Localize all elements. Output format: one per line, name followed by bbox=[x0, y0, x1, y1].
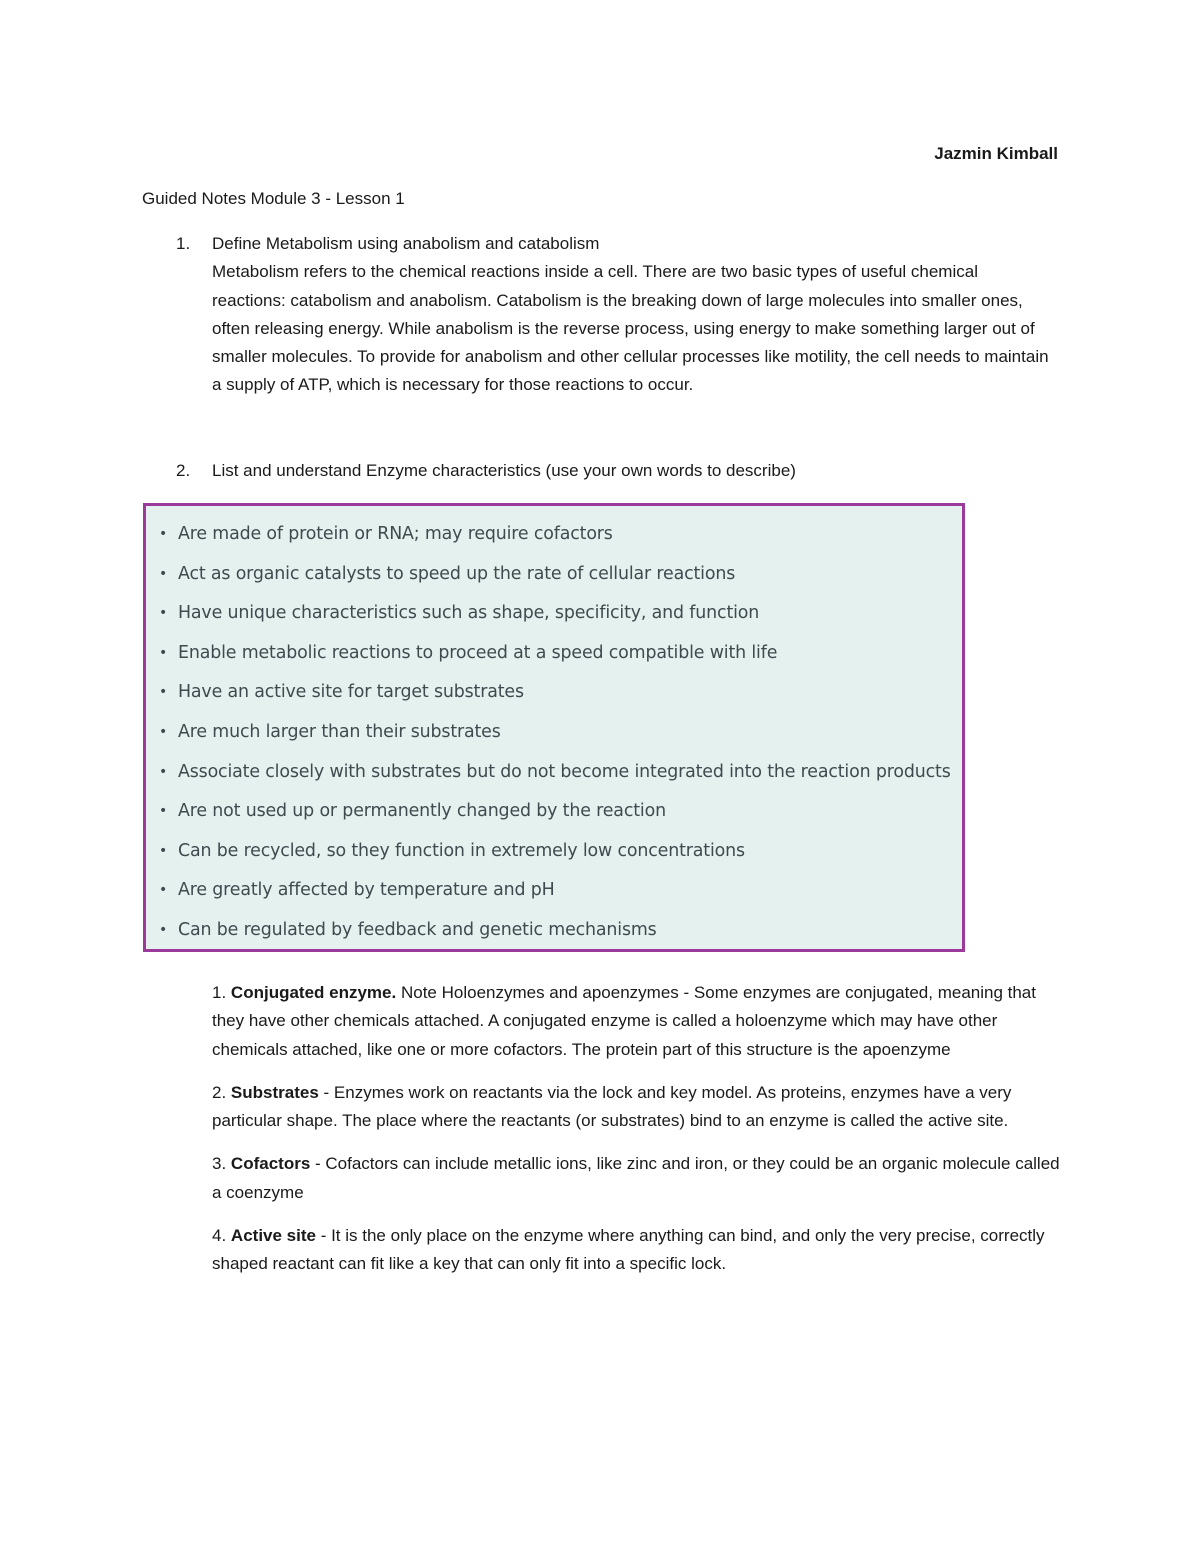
list-item bbox=[159, 835, 962, 875]
definition-number: 4. bbox=[212, 1226, 227, 1246]
definition-term: Conjugated enzyme. bbox=[230, 983, 397, 1002]
list-item bbox=[159, 518, 962, 558]
list-item-text: Can be regulated by feedback and genetic mechanisms bbox=[178, 919, 657, 940]
list-item-text: Have an active site for target substrates bbox=[178, 682, 524, 703]
definition-term: Substrates bbox=[230, 1082, 319, 1102]
definition-item bbox=[212, 1150, 1062, 1207]
bullet-icon: • bbox=[159, 526, 168, 542]
question-prompt: List and understand Enzyme characteristics (use your own words to describe) bbox=[212, 461, 796, 480]
bullet-icon: • bbox=[159, 803, 168, 820]
list-item-text: Have unique characteristics such as shape, specificity, and function bbox=[178, 603, 760, 624]
list-item-text: Enable metabolic reactions to proceed at a speed compatible with life bbox=[178, 642, 778, 663]
bullet-icon: • bbox=[159, 882, 168, 899]
question-1 bbox=[176, 230, 1056, 400]
list-item-text: Are greatly affected by temperature and pH bbox=[178, 880, 555, 901]
definitions-section bbox=[212, 979, 1062, 1294]
list-item bbox=[159, 637, 962, 677]
question-number: 1. bbox=[176, 234, 191, 253]
enzyme-characteristics-box bbox=[143, 503, 965, 952]
list-item bbox=[159, 874, 962, 914]
question-answer: Metabolism refers to the chemical reactions inside a cell. There are two basic types of useful chemical reactions: catabolism and anabolism. Catabolism is the breaking down of large molecules into smaller ones, often releasing energy. While anabolism is the reverse process, using energy to make something larger out of smaller molecules. To provide for anabolism and other cellular processes like motility, the cell needs to maintain a supply of ATP, which is necessary for those reactions to occur. bbox=[212, 262, 1049, 395]
list-item bbox=[159, 716, 962, 756]
question-2 bbox=[176, 457, 1056, 485]
author-name: Jazmin Kimball bbox=[934, 144, 1058, 163]
bullet-icon: • bbox=[159, 763, 168, 780]
bullet-icon: • bbox=[159, 723, 168, 740]
list-item bbox=[159, 597, 962, 637]
list-item-text: Are made of protein or RNA; may require cofactors bbox=[178, 524, 613, 544]
list-item bbox=[159, 676, 962, 716]
definition-term: Active site bbox=[230, 1226, 316, 1246]
list-item bbox=[159, 558, 962, 598]
bullet-icon: • bbox=[159, 644, 168, 661]
definition-item bbox=[212, 1222, 1062, 1279]
bullet-icon: • bbox=[159, 565, 168, 582]
list-item-text: Act as organic catalysts to speed up the rate of cellular reactions bbox=[178, 563, 736, 584]
definition-number: 3. bbox=[212, 1154, 227, 1174]
definition-item bbox=[212, 1079, 1062, 1136]
list-item-text: Are much larger than their substrates bbox=[178, 721, 501, 742]
list-item bbox=[159, 795, 962, 835]
enzyme-characteristics-list bbox=[146, 506, 962, 954]
definition-term: Cofactors bbox=[230, 1154, 311, 1174]
bullet-icon: • bbox=[159, 684, 168, 701]
definition-number: 2. bbox=[212, 1082, 227, 1102]
list-item bbox=[159, 756, 962, 796]
bullet-icon: • bbox=[159, 921, 168, 938]
question-prompt: Define Metabolism using anabolism and catabolism bbox=[212, 234, 600, 253]
definition-item bbox=[212, 979, 1062, 1064]
document-title: Guided Notes Module 3 - Lesson 1 bbox=[142, 189, 405, 208]
list-item-text: Are not used up or permanently changed by the reaction bbox=[178, 801, 666, 822]
question-number: 2. bbox=[176, 461, 191, 480]
definition-text: - It is the only place on the enzyme where anything can bind, and only the very precise, correctly shaped reactant can fit like a key that can only fit into a specific lock. bbox=[212, 1226, 1045, 1274]
bullet-icon: • bbox=[159, 605, 168, 622]
definition-text: Note Holoenzymes and apoenzymes - Some enzymes are conjugated, meaning that they have other chemicals attached. A conjugated enzyme is called a holoenzyme which may have other chemicals attached, like one or more cofactors. The protein part of this structure is the apoenzyme bbox=[212, 983, 1036, 1059]
definition-text: - Cofactors can include metallic ions, like zinc and iron, or they could be an organic molecule called a coenzyme bbox=[212, 1154, 1060, 1202]
list-item-text: Can be recycled, so they function in extremely low concentrations bbox=[178, 840, 745, 861]
bullet-icon: • bbox=[159, 842, 168, 859]
definition-number: 1. bbox=[212, 983, 227, 1002]
definition-text: - Enzymes work on reactants via the lock and key model. As proteins, enzymes have a very particular shape. The place where the reactants (or substrates) bind to an enzyme is called the active site. bbox=[212, 1082, 1012, 1131]
list-item-text: Associate closely with substrates but do not become integrated into the reaction products bbox=[178, 761, 951, 782]
list-item bbox=[159, 914, 962, 954]
